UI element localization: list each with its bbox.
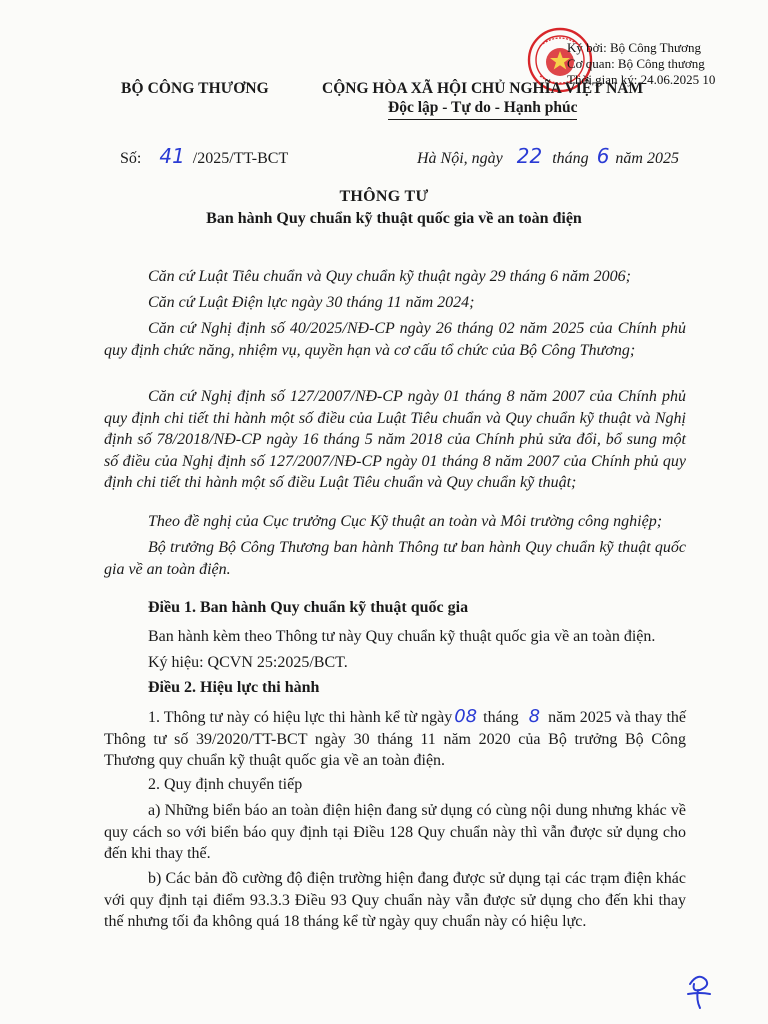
document-date (417, 144, 679, 168)
document-number-prefix: Số: (120, 150, 142, 167)
preamble-4: Căn cứ Nghị định số 127/2007/NĐ-CP ngày 01 tháng 8 năm 2007 của Chính phủ quy định chi tiết thi hành một số điều của Luật Tiêu chuẩn và Quy chuẩn kỹ thuật và Nghị định số 78/2018/NĐ-CP ngày 16 tháng 5 năm 2018 của Chính phủ sửa đổi, bổ sung một số điều của Nghị định số 127/2007/NĐ-CP ngày 01 tháng 8 năm 2007 của Chính phủ quy định chi tiết thi hành một số điều Luật Tiêu chuẩn và Quy chuẩn kỹ thuật; (104, 388, 686, 492)
article-1-paragraph-1: Ban hành kèm theo Thông tư này Quy chuẩn kỹ thuật quốc gia về an toàn điện. (148, 628, 656, 645)
preamble-6: Bộ trưởng Bộ Công Thương ban hành Thông tư ban hành Quy chuẩn kỹ thuật quốc gia về an toàn điện. (104, 539, 686, 578)
effective-day-handwritten: 08 (454, 706, 478, 727)
preamble-2: Căn cứ Luật Điện lực ngày 30 tháng 11 năm 2024; (148, 294, 475, 311)
date-month-label: tháng (552, 150, 589, 167)
article-1-heading: Điều 1. Ban hành Quy chuẩn kỹ thuật quốc gia (148, 599, 469, 616)
preamble-5: Theo đề nghị của Cục trưởng Cục Kỹ thuật an toàn và Môi trường công nghiệp; (148, 513, 663, 530)
article-2-paragraph-4: b) Các bản đồ cường độ điện trường hiện đang được sử dụng tại các trạm điện khác với quy định tại điểm 93.3.3 Điều 93 Quy chuẩn này vẫn được sử dụng cho đến khi thay thế nhưng tối đa không quá 18 tháng kể từ ngày quy chuẩn này có hiệu lực. (104, 870, 686, 931)
document-type: THÔNG TƯ (339, 188, 429, 205)
preamble-1: Căn cứ Luật Tiêu chuẩn và Quy chuẩn kỹ thuật ngày 29 tháng 6 năm 2006; (148, 268, 631, 285)
handwritten-initial-icon (676, 964, 724, 1012)
date-day: 22 (516, 144, 543, 168)
article-2-paragraph-2: 2. Quy định chuyển tiếp (148, 776, 303, 793)
date-year: năm 2025 (615, 150, 679, 167)
signature-agency: Cơ quan: Bộ Công thương (567, 56, 705, 71)
document-subject: Ban hành Quy chuẩn kỹ thuật quốc gia về an toàn điện (206, 210, 582, 227)
preamble-3: Căn cứ Nghị định số 40/2025/NĐ-CP ngày 26 tháng 02 năm 2025 của Chính phủ quy định chức năng, nhiệm vụ, quyền hạn và cơ cấu tổ chức của Bộ Công Thương; (104, 320, 686, 359)
date-place: Hà Nội, ngày (417, 150, 503, 167)
date-month: 6 (596, 144, 610, 168)
article-1-paragraph-2: Ký hiệu: QCVN 25:2025/BCT. (148, 654, 348, 671)
signature-time: Thời gian ký: 24.06.2025 10 (567, 72, 716, 87)
ministry-name: BỘ CÔNG THƯƠNG (121, 80, 269, 97)
signature-signer: Ký bởi: Bộ Công Thương (567, 40, 701, 55)
document-number (120, 144, 288, 168)
document-number-suffix: /2025/TT-BCT (192, 150, 289, 167)
national-motto: Độc lập - Tự do - Hạnh phúc (388, 99, 577, 120)
document-number-handwritten: 41 (159, 144, 185, 168)
article-2-paragraph-1: 1. Thông tư này có hiệu lực thi hành kể từ ngày 08 tháng 8 năm 2025 và thay thế Thông tư số 39/2020/TT-BCT ngày 30 tháng 11 năm 2020 của Bộ trưởng Bộ Công Thương quy chuẩn kỹ thuật quốc gia về an toàn điện. (104, 706, 686, 770)
effective-month-handwritten: 8 (528, 706, 541, 727)
article-2-heading: Điều 2. Hiệu lực thi hành (148, 679, 320, 696)
republic-name: CỘNG HÒA XÃ HỘI CHỦ NGHĨA VIỆT NAM (322, 80, 644, 97)
article-2-paragraph-3: a) Những biển báo an toàn điện hiện đang sử dụng có cùng nội dung nhưng khác về quy cách so với biển báo quy định tại Điều 128 Quy chuẩn này thì vẫn được sử dụng cho đến khi thay thế. (104, 802, 686, 863)
